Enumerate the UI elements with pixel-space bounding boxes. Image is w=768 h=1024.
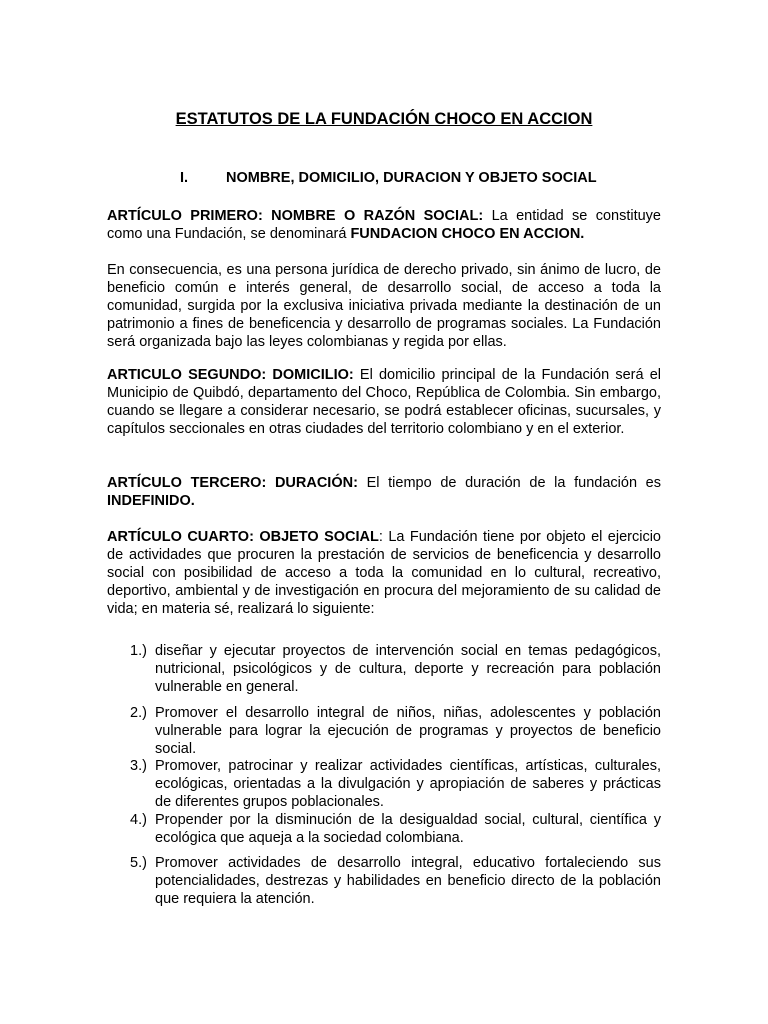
list-item — [130, 757, 661, 811]
article-heading: ARTÍCULO CUARTO: OBJETO SOCIAL — [107, 529, 379, 545]
list-number: 1.) — [130, 643, 147, 659]
article-body: En consecuencia, es una persona jurídica de derecho privado, sin ánimo de lucro, de beneficio común e interés general, de desarrollo social, de acceso a toda la comunidad, surgida por la exclusiva iniciativa privada mediante la destinación de un patrimonio a fines de beneficencia y desarrollo de programas sociales. La Fundación será organizada bajo las leyes colombianas y regida por ellas. — [107, 262, 661, 350]
list-text: diseñar y ejecutar proyectos de intervención social en temas pedagógicos, nutricional, psicológicos y de cultura, deporte y recreación para población vulnerable en general. — [155, 643, 661, 695]
section-number: I. — [180, 170, 189, 186]
list-item — [130, 642, 661, 696]
article-primero — [107, 207, 661, 243]
list-number: 5.) — [130, 855, 147, 871]
article-consecuencia — [107, 261, 661, 351]
article-heading: ARTICULO SEGUNDO: DOMICILIO: — [107, 367, 354, 383]
list-item — [130, 704, 661, 758]
section-heading — [180, 169, 597, 187]
article-cuarto — [107, 528, 661, 618]
list-item — [130, 854, 661, 908]
document-title: ESTATUTOS DE LA FUNDACIÓN CHOCO EN ACCION — [175, 110, 593, 128]
article-body: : La Fundación tiene por objeto el ejercicio de actividades que procuren la prestación de servicios de beneficencia y desarrollo social con posibilidad de acceso a toda la comunidad en lo cultural, recreativo, deportivo, ambiental y de investigación en procura del mejoramiento de su calidad de vida; en materia sé, realizará lo siguiente: — [107, 529, 661, 617]
article-tercero — [107, 474, 661, 510]
article-segundo — [107, 366, 661, 438]
article-body: La entidad se constituye como una Fundación, se denominará — [107, 208, 661, 242]
list-text: Promover actividades de desarrollo integral, educativo fortaleciendo sus potencialidades, destrezas y habilidades en beneficio directo de la población que requiera la atención. — [155, 855, 661, 907]
list-number: 3.) — [130, 758, 147, 774]
article-heading: ARTÍCULO PRIMERO: NOMBRE O RAZÓN SOCIAL: — [107, 208, 484, 224]
foundation-name: FUNDACION CHOCO EN ACCION. — [350, 226, 585, 242]
list-text: Promover, patrocinar y realizar actividades científicas, artísticas, culturales, ecológicas, orientadas a la divulgación y apropiación de saberes y prácticas de diferentes grupos poblacionales. — [155, 758, 661, 810]
article-body: El tiempo de duración de la fundación es — [357, 475, 661, 491]
list-text: Promover el desarrollo integral de niños, niñas, adolescentes y población vulnerable para lograr la ejecución de programas y proyectos de beneficio social. — [155, 705, 661, 757]
section-title: NOMBRE, DOMICILIO, DURACION Y OBJETO SOCIAL — [226, 170, 597, 186]
list-number: 4.) — [130, 812, 147, 828]
article-body: El domicilio principal de la Fundación será el Municipio de Quibdó, departamento del Choco, República de Colombia. Sin embargo, cuando se llegare a considerar necesario, se podrá establecer oficinas, sucursales, y capítulos seccionales en otras ciudades del territorio colombiano y en el exterior. — [107, 367, 661, 437]
list-item — [130, 811, 661, 847]
duration-value: INDEFINIDO. — [107, 493, 195, 509]
list-number: 2.) — [130, 705, 147, 721]
article-heading: ARTÍCULO TERCERO: DURACIÓN: — [107, 475, 358, 491]
list-text: Propender por la disminución de la desigualdad social, cultural, científica y ecológica que aqueja a la sociedad colombiana. — [155, 812, 661, 846]
